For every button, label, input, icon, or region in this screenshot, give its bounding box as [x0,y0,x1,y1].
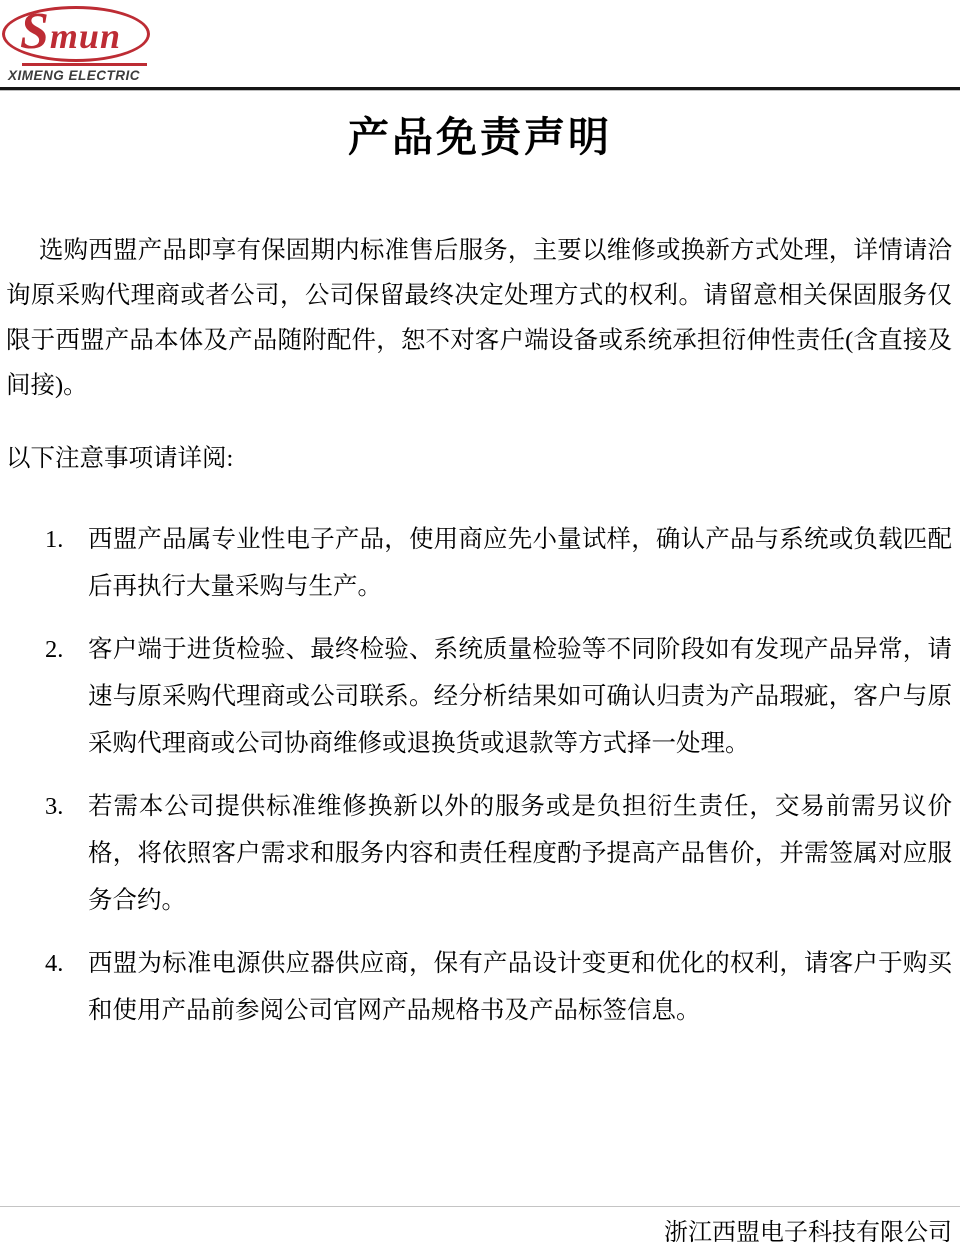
logo-brand-text: Smun [20,3,121,60]
notice-list [45,516,952,1050]
list-item-text: 西盟为标准电源供应器供应商，保有产品设计变更和优化的权利，请客户于购买和使用产品前参阅公司官网产品规格书及产品标签信息。 [88,950,952,1024]
footer-divider [0,1206,960,1207]
list-item [45,783,952,924]
list-item [45,626,952,767]
intro-paragraph: 选购西盟产品即享有保固期内标准售后服务，主要以维修或换新方式处理，详情请洽询原采购代理商或者公司，公司保留最终决定处理方式的权利。请留意相关保固服务仅限于西盟产品本体及产品随附配件，恕不对客户端设备或系统承担衍伸性责任(含直接及间接)。 [6,237,952,399]
list-item-text: 客户端于进货检验、最终检验、系统质量检验等不同阶段如有发现产品异常，请速与原采购代理商或公司联系。经分析结果如可确认归责为产品瑕疵，客户与原采购代理商或公司协商维修或退换货或退款等方式择一处理。 [88,636,952,757]
footer-company-name: 浙江西盟电子科技有限公司 [664,1220,952,1246]
brand-logo [2,4,154,84]
list-item [45,516,952,610]
list-item-number: 2. [45,636,64,663]
list-item [45,940,952,1034]
header-divider [0,87,960,91]
list-item-number: 3. [45,793,64,820]
list-item-number: 4. [45,950,64,977]
notice-heading: 以下注意事项请详阅: [6,445,234,472]
page-title: 产品免责声明 [348,114,612,160]
logo-subtitle-text: XIMENG ELECTRIC [8,68,141,83]
logo-underline-divider [22,63,147,66]
list-item-text: 西盟产品属专业性电子产品，使用商应先小量试样，确认产品与系统或负载匹配后再执行大量采购与生产。 [88,526,952,600]
list-item-number: 1. [45,526,64,553]
list-item-text: 若需本公司提供标准维修换新以外的服务或是负担衍生责任，交易前需另议价格，将依照客户需求和服务内容和责任程度酌予提高产品售价，并需签属对应服务合约。 [88,793,952,914]
